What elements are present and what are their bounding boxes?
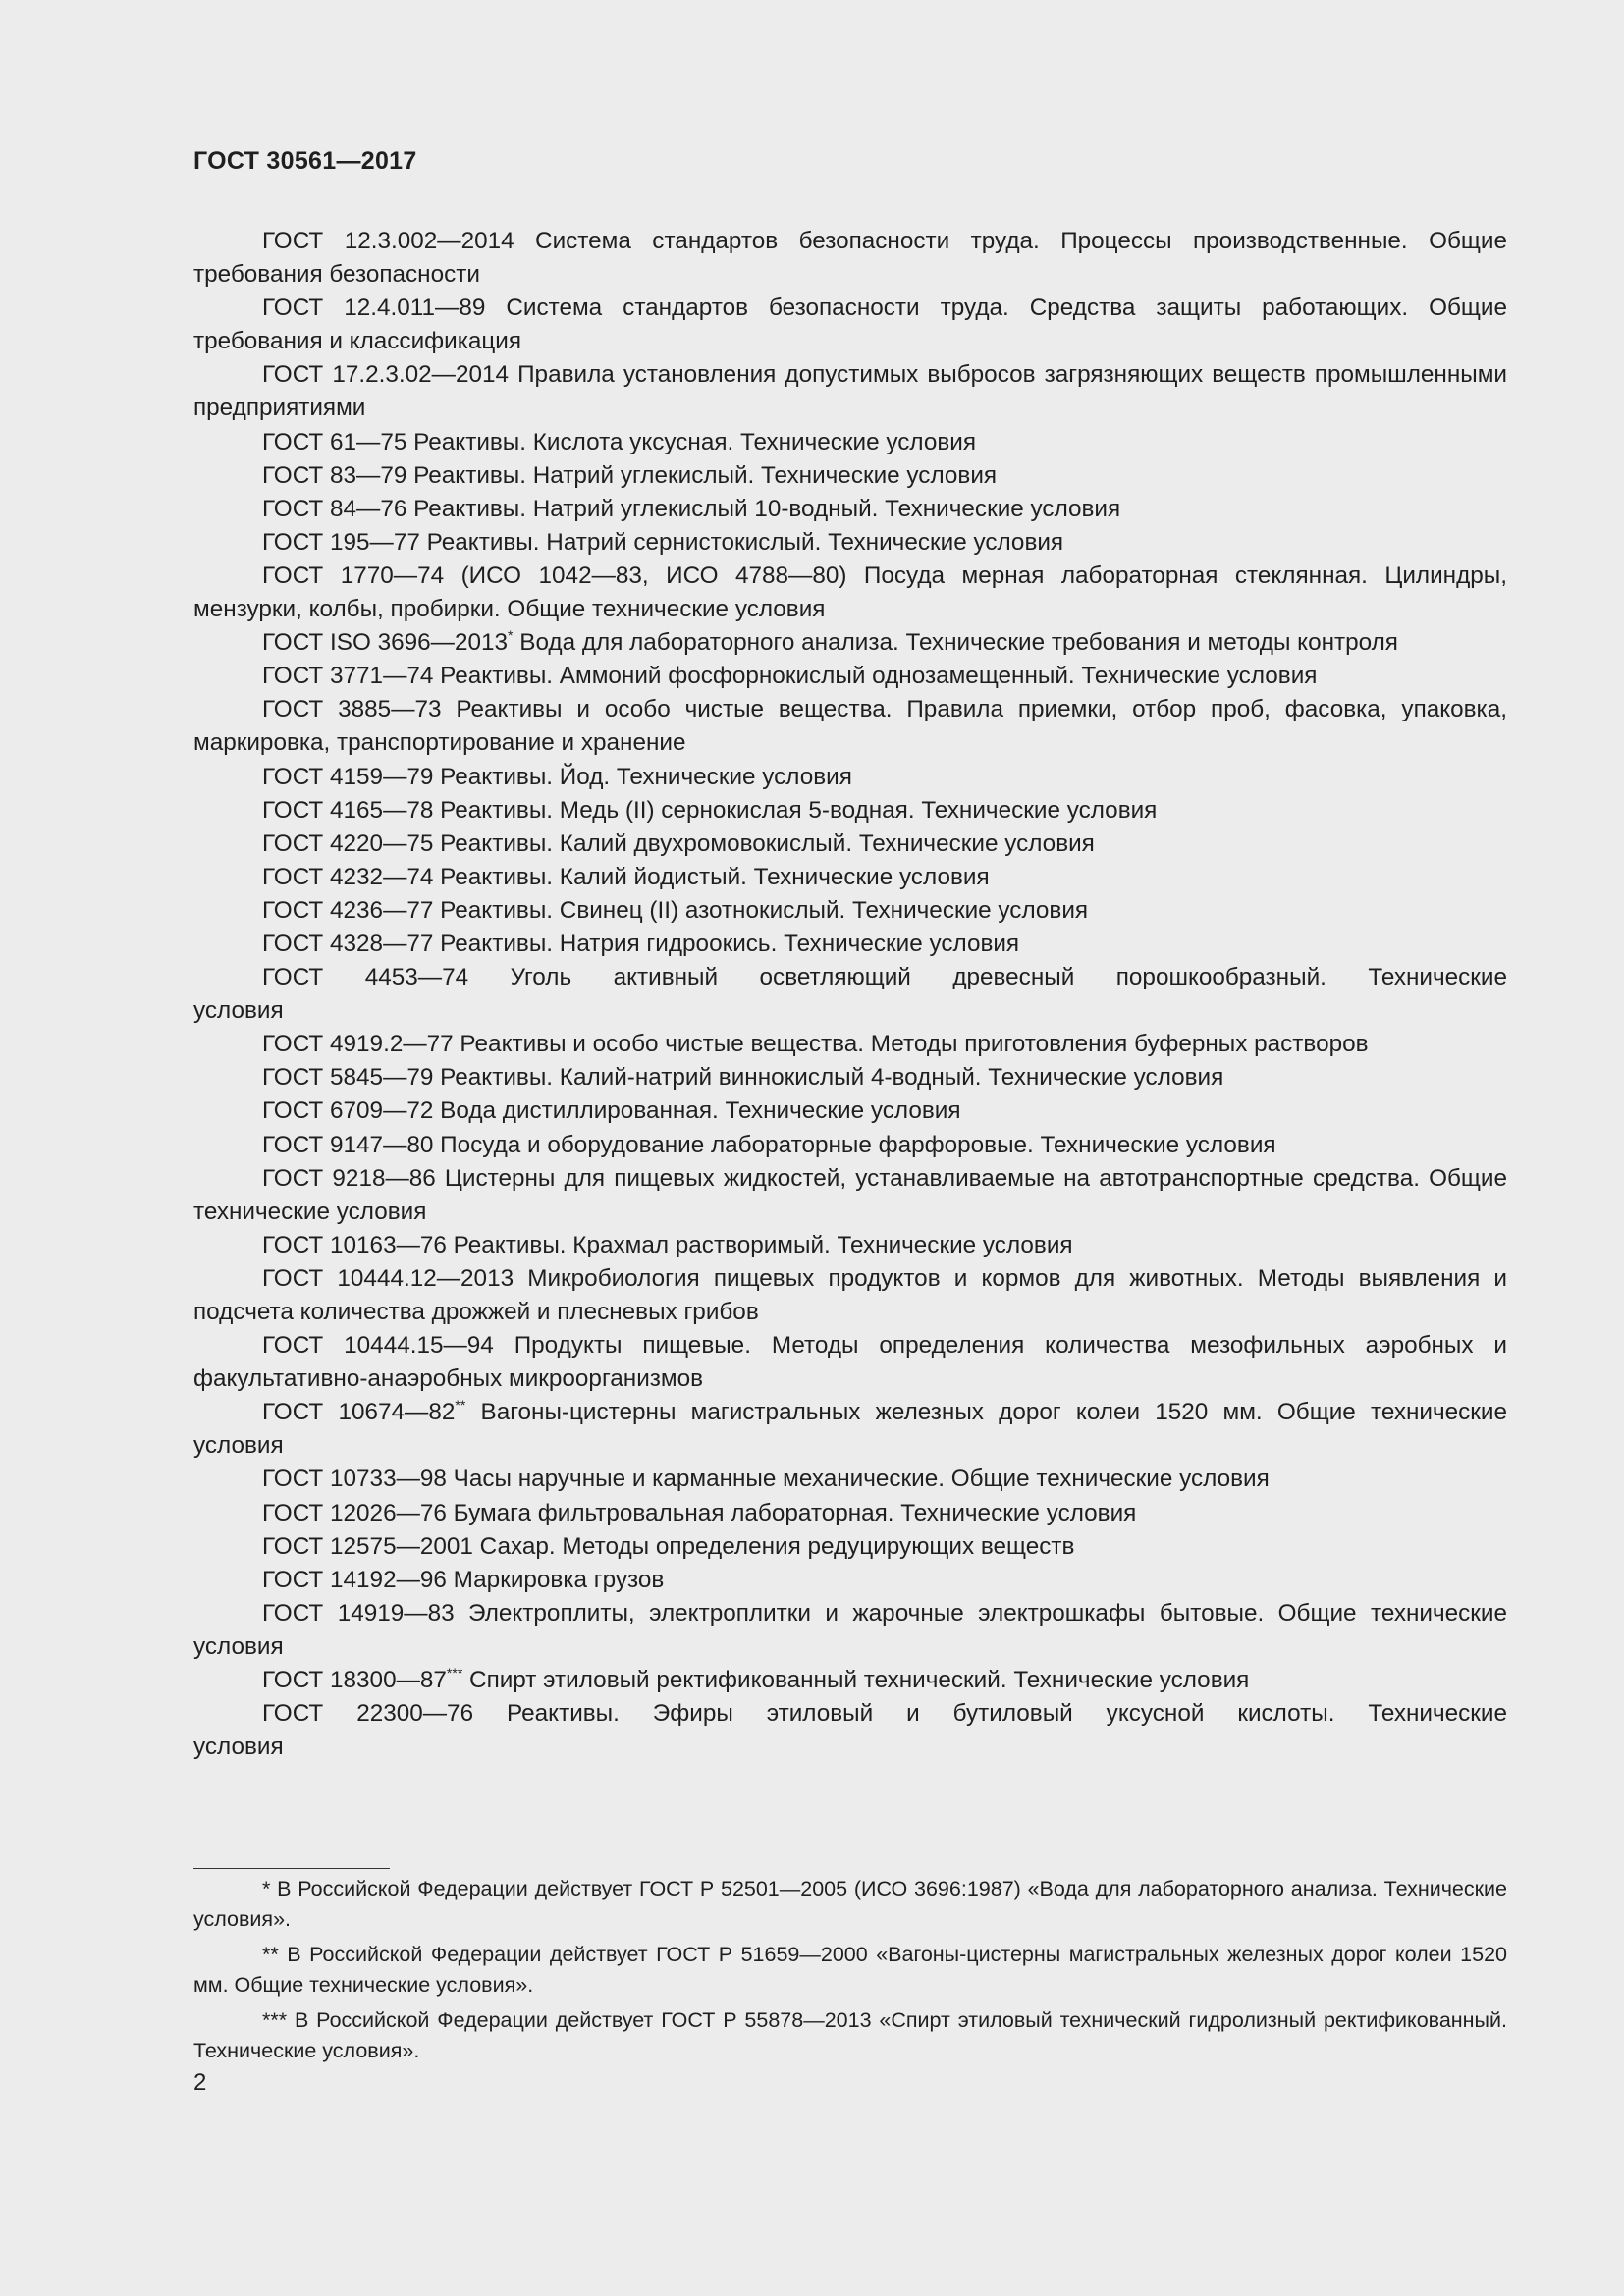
reference-item: ГОСТ 4453—74 Уголь активный осветляющий древесный порошкообразный. Технические — [262, 964, 1507, 991]
reference-item — [193, 626, 1507, 660]
reference-item: ГОСТ 4328—77 Реактивы. Натрия гидроокись. Технические условия — [262, 930, 1020, 957]
reference-item: ГОСТ 12.4.011—89 Система стандартов безопасности труда. Средства защиты работающих. Общие требования и классификация — [193, 294, 1507, 355]
reference-item: ГОСТ 3885—73 Реактивы и особо чистые вещества. Правила приемки, отбор проб, фасовка, упаковка, маркировка, транспортирование и хранение — [193, 696, 1507, 757]
reference-item — [193, 1396, 1507, 1463]
reference-item: ГОСТ 5845—79 Реактивы. Калий-натрий виннокислый 4-водный. Технические условия — [262, 1064, 1224, 1092]
footnote-marker: ** — [455, 1397, 466, 1414]
reference-code: ГОСТ 10674—82 — [262, 1399, 456, 1426]
reference-item: ГОСТ 9218—86 Цистерны для пищевых жидкостей, устанавливаемые на автотранспортные средства. Общие технические условия — [193, 1164, 1507, 1225]
reference-item: ГОСТ 12.3.002—2014 Система стандартов безопасности труда. Процессы производственные. Общие требования безопасности — [193, 228, 1507, 289]
reference-item: ГОСТ 12575—2001 Сахар. Методы определения редуцирующих веществ — [262, 1532, 1075, 1560]
reference-item: ГОСТ 9147—80 Посуда и оборудование лабораторные фарфоровые. Технические условия — [262, 1131, 1276, 1158]
reference-item: ГОСТ 4236—77 Реактивы. Свинец (II) азотнокислый. Технические условия — [262, 896, 1089, 924]
document-header: ГОСТ 30561—2017 — [193, 147, 417, 175]
reference-item: ГОСТ 61—75 Реактивы. Кислота уксусная. Технические условия — [262, 428, 976, 455]
reference-title: Вода для лабораторного анализа. Технические требования и методы контроля — [513, 629, 1398, 657]
reference-title: Вагоны-цистерны магистральных железных дорог колеи 1520 мм. Общие технические условия — [193, 1399, 1507, 1460]
reference-item — [193, 1664, 1507, 1697]
reference-item: ГОСТ 4220—75 Реактивы. Калий двухромовокислый. Технические условия — [262, 829, 1095, 857]
reference-item: ГОСТ 3771—74 Реактивы. Аммоний фосфорнокислый однозамещенный. Технические условия — [262, 663, 1318, 690]
reference-item: ГОСТ 17.2.3.02—2014 Правила установления допустимых выбросов загрязняющих веществ промышленными предприятиями — [193, 361, 1507, 422]
reference-item: ГОСТ 4232—74 Реактивы. Калий йодистый. Технические условия — [262, 863, 990, 890]
reference-item: ГОСТ 10444.12—2013 Микробиология пищевых продуктов и кормов для животных. Методы выявления и подсчета количества дрожжей и плесневых грибов — [193, 1264, 1507, 1325]
footnote: *** В Российской Федерации действует ГОСТ Р 55878—2013 «Спирт этиловый технический гидролизный ректификованный. Технические условия». — [193, 2008, 1507, 2062]
reference-item: ГОСТ 83—79 Реактивы. Натрий углекислый. Технические условия — [262, 461, 998, 489]
reference-item: ГОСТ 10733—98 Часы наручные и карманные механические. Общие технические условия — [262, 1466, 1270, 1493]
reference-item: ГОСТ 6709—72 Вода дистиллированная. Технические условия — [262, 1097, 961, 1125]
reference-item: ГОСТ 14192—96 Маркировка грузов — [262, 1566, 665, 1593]
reference-code: ГОСТ ISO 3696—2013 — [262, 629, 509, 657]
reference-item: ГОСТ 10444.15—94 Продукты пищевые. Методы определения количества мезофильных аэробных и факультативно-анаэробных микроорганизмов — [193, 1332, 1507, 1393]
footnote-marker: *** — [446, 1665, 463, 1682]
footnote: * В Российской Федерации действует ГОСТ Р 52501—2005 (ИСО 3696:1987) «Вода для лабораторного анализа. Технические условия». — [193, 1877, 1507, 1931]
reference-code: ГОСТ 18300—87 — [262, 1667, 447, 1694]
normative-references-list — [193, 225, 1507, 1764]
page-number: 2 — [193, 2069, 207, 2096]
footnote-marker: * — [508, 627, 514, 644]
reference-item: ГОСТ 84—76 Реактивы. Натрий углекислый 10-водный. Технические условия — [262, 495, 1121, 522]
reference-item: ГОСТ 4919.2—77 Реактивы и особо чистые вещества. Методы приготовления буферных растворов — [262, 1031, 1369, 1058]
reference-item: ГОСТ 22300—76 Реактивы. Эфиры этиловый и бутиловый уксусной кислоты. Технические — [262, 1700, 1507, 1728]
reference-item: ГОСТ 4159—79 Реактивы. Йод. Технические условия — [262, 763, 852, 790]
reference-item: ГОСТ 195—77 Реактивы. Натрий сернистокислый. Технические условия — [262, 528, 1064, 556]
reference-item: ГОСТ 12026—76 Бумага фильтровальная лабораторная. Технические условия — [262, 1499, 1137, 1526]
footnotes — [193, 1874, 1507, 2071]
reference-item: ГОСТ 10163—76 Реактивы. Крахмал растворимый. Технические условия — [262, 1231, 1073, 1258]
reference-item: ГОСТ 4165—78 Реактивы. Медь (II) сернокислая 5-водная. Технические условия — [262, 796, 1158, 824]
reference-title: Спирт этиловый ректификованный технический. Технические условия — [462, 1667, 1250, 1694]
reference-item: ГОСТ 14919—83 Электроплиты, электроплитки и жарочные электрошкафы бытовые. Общие технические условия — [193, 1599, 1507, 1660]
footnote: ** В Российской Федерации действует ГОСТ Р 51659—2000 «Вагоны-цистерны магистральных железных дорог колеи 1520 мм. Общие технические условия». — [193, 1943, 1507, 1997]
reference-continuation: условия — [193, 997, 284, 1025]
footnote-divider — [193, 1868, 390, 1869]
reference-item: ГОСТ 1770—74 (ИСО 1042—83, ИСО 4788—80) Посуда мерная лабораторная стеклянная. Цилиндры, мензурки, колбы, пробирки. Общие технические условия — [193, 561, 1507, 623]
reference-continuation: условия — [193, 1734, 284, 1761]
